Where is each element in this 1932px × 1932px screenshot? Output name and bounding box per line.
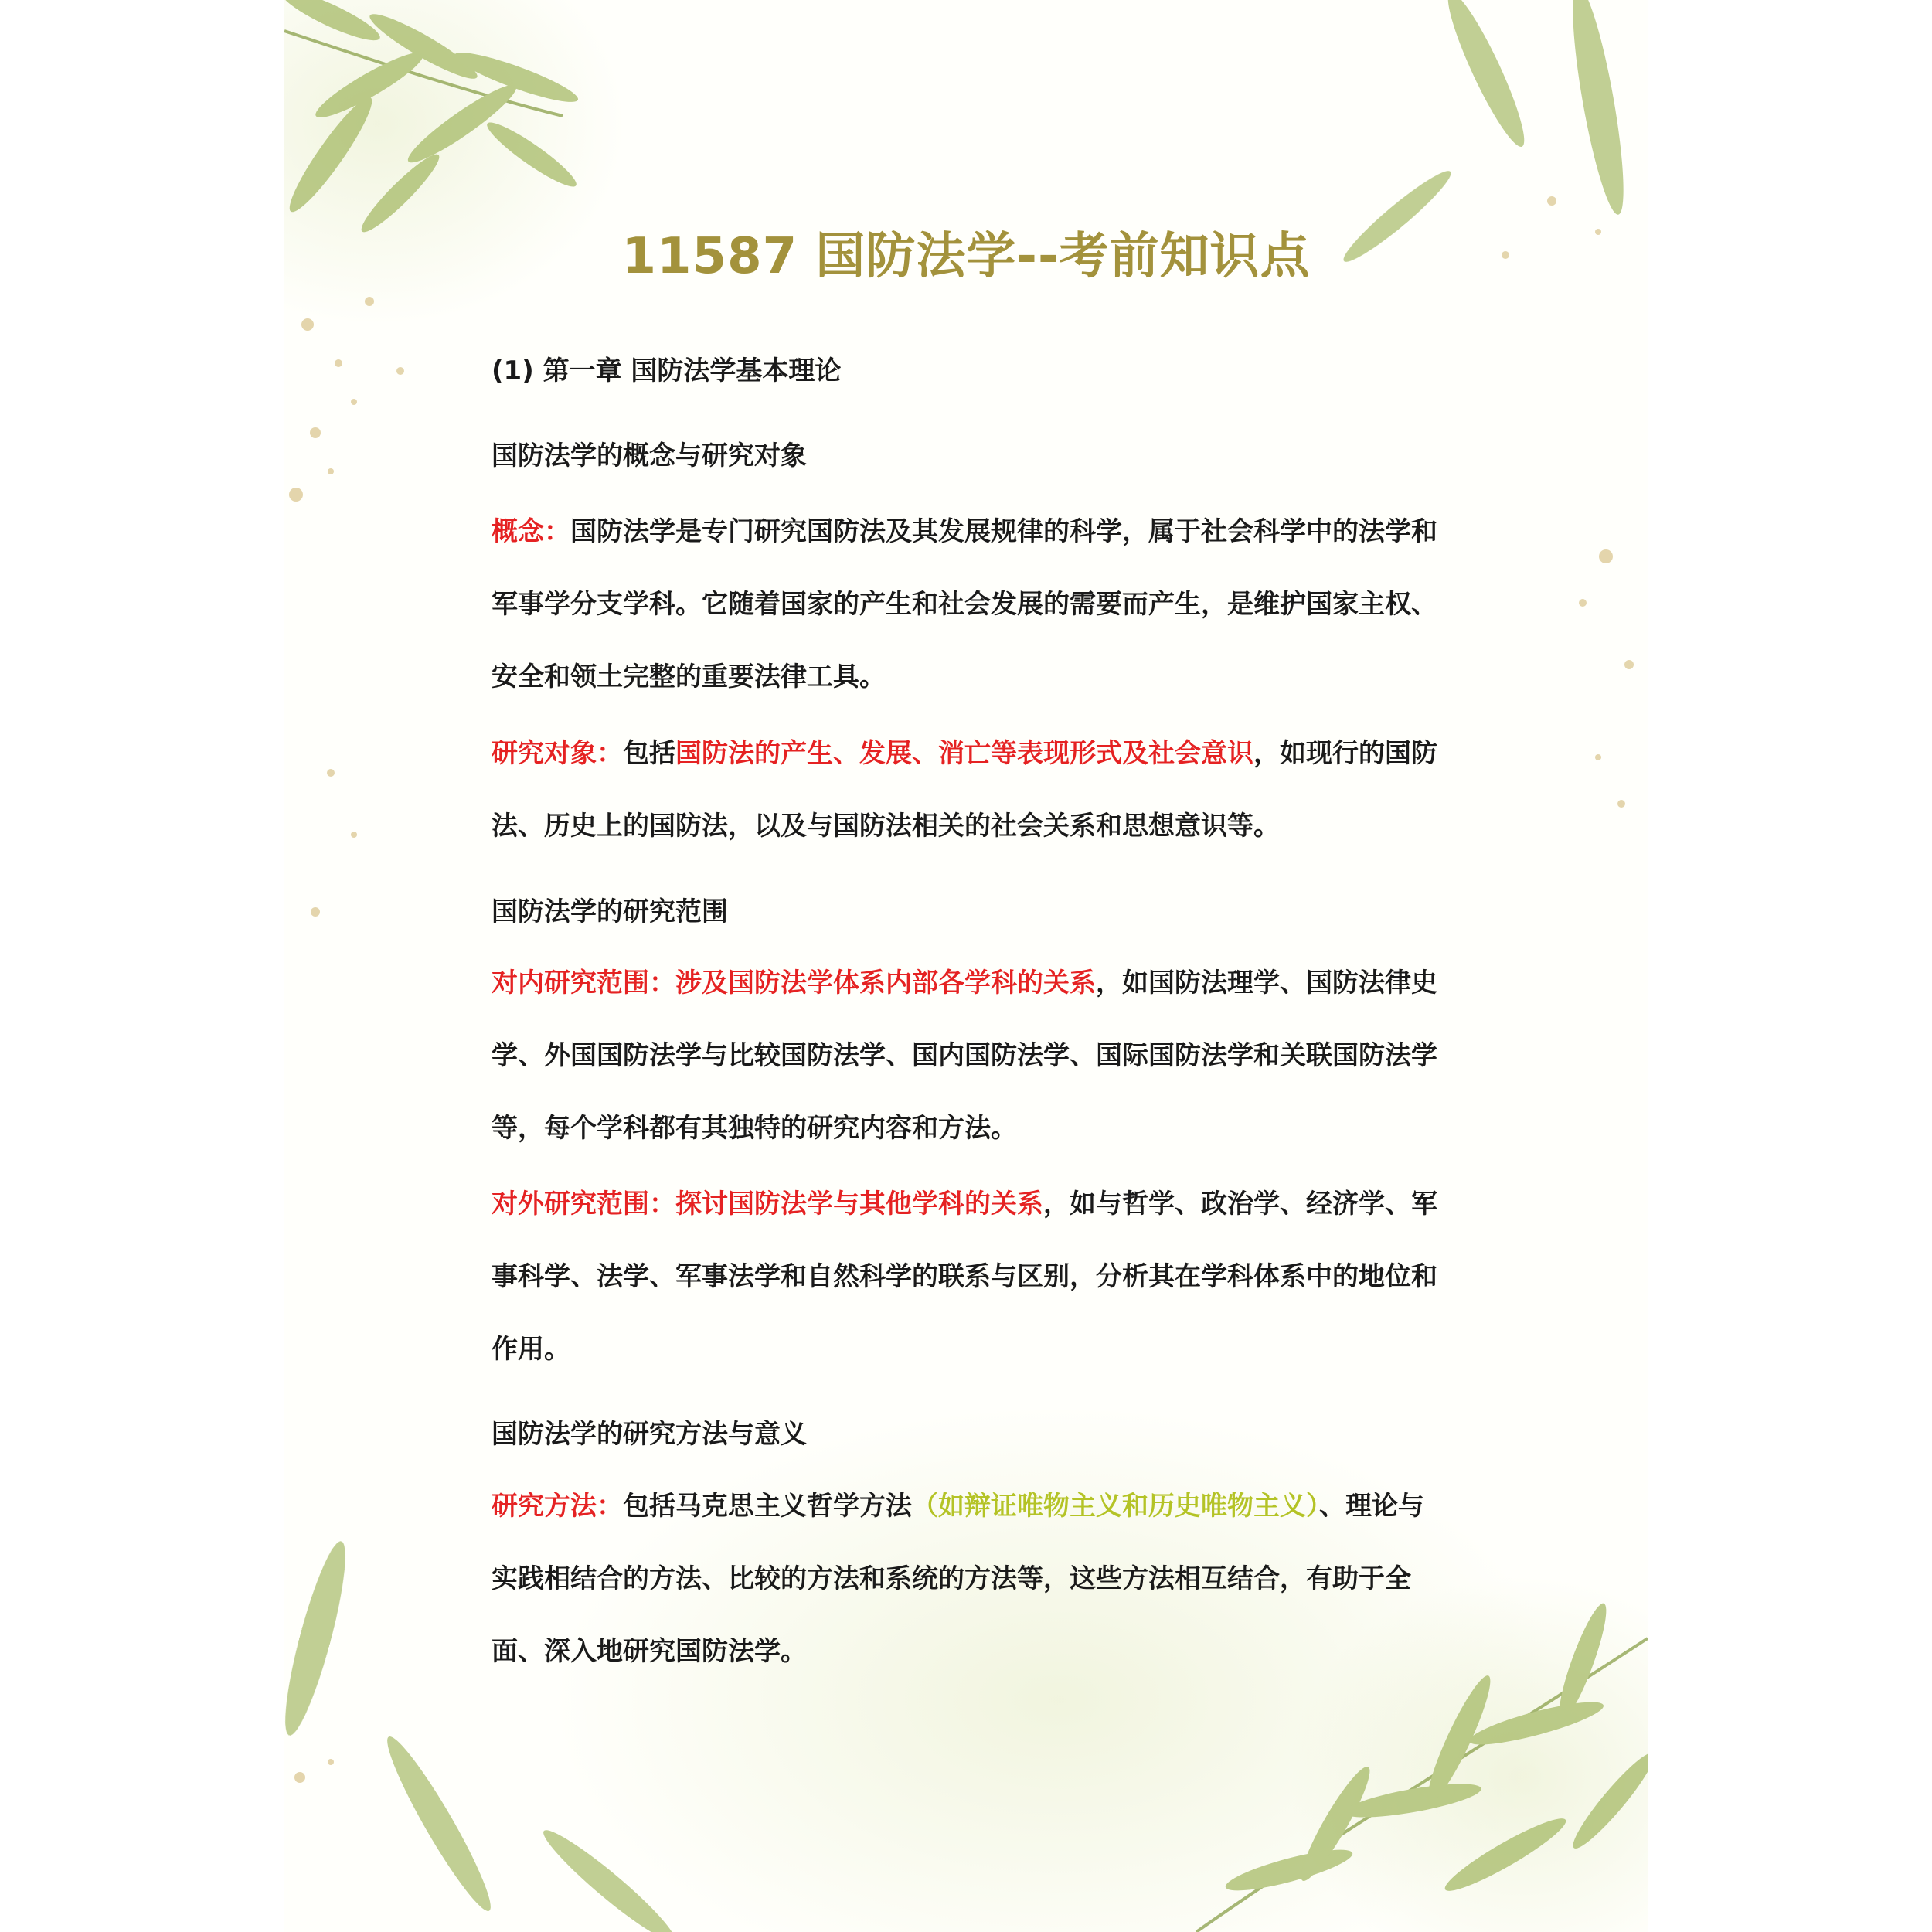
item-text: ，如与哲学、政治学、经济学、军事科学、法学、军事法学和自然科学的联系与区别，分析其在学科体系中的地位和作用。 xyxy=(492,1189,1437,1365)
item-text: 、理论与实践相结合的方法、比较的方法和系统的方法等，这些方法相互结合，有助于全面、深入地研究国防法学。 xyxy=(492,1491,1424,1667)
external-scope-paragraph xyxy=(492,1168,1450,1386)
chapter-heading: (1) 第一章 国防法学基本理论 xyxy=(492,355,842,386)
item-highlight: 国防法的产生、发展、消亡等表现形式及社会意识 xyxy=(675,738,1253,769)
document-content xyxy=(284,0,1648,1932)
item-lead: 包括 xyxy=(623,738,675,769)
document-page xyxy=(284,0,1648,1932)
item-label: 对外研究范围： xyxy=(492,1189,675,1219)
research-method-paragraph xyxy=(492,1470,1450,1688)
item-highlight: 探讨国防法学与其他学科的关系 xyxy=(675,1189,1043,1219)
section-heading: 国防法学的概念与研究对象 xyxy=(492,440,807,471)
section-heading: 国防法学的研究范围 xyxy=(492,896,728,927)
item-text: 国防法学是专门研究国防法及其发展规律的科学，属于社会科学中的法学和军事学分支学科。它随着国家的产生和社会发展的需要而产生，是维护国家主权、安全和领土完整的重要法律工具。 xyxy=(492,516,1437,692)
item-highlight: 涉及国防法学体系内部各学科的关系 xyxy=(675,968,1096,998)
item-label: 对内研究范围： xyxy=(492,968,675,998)
concept-paragraph xyxy=(492,495,1450,713)
item-highlight: （如辩证唯物主义和历史唯物主义） xyxy=(912,1491,1319,1522)
item-text: ，如现行的国防法、历史上的国防法，以及与国防法相关的社会关系和思想意识等。 xyxy=(492,738,1437,842)
section-heading: 国防法学的研究方法与意义 xyxy=(492,1419,807,1450)
research-object-paragraph xyxy=(492,717,1450,862)
item-label: 概念： xyxy=(492,516,570,547)
item-text: ，如国防法理学、国防法律史学、外国国防法学与比较国防法学、国内国防法学、国际国防法学和关联国防法学等，每个学科都有其独特的研究内容和方法。 xyxy=(492,968,1437,1144)
internal-scope-paragraph xyxy=(492,947,1450,1165)
item-lead: 包括马克思主义哲学方法 xyxy=(623,1491,912,1522)
item-label: 研究对象： xyxy=(492,738,623,769)
document-title: 11587 国防法学--考前知识点 xyxy=(621,228,1311,285)
item-label: 研究方法： xyxy=(492,1491,623,1522)
